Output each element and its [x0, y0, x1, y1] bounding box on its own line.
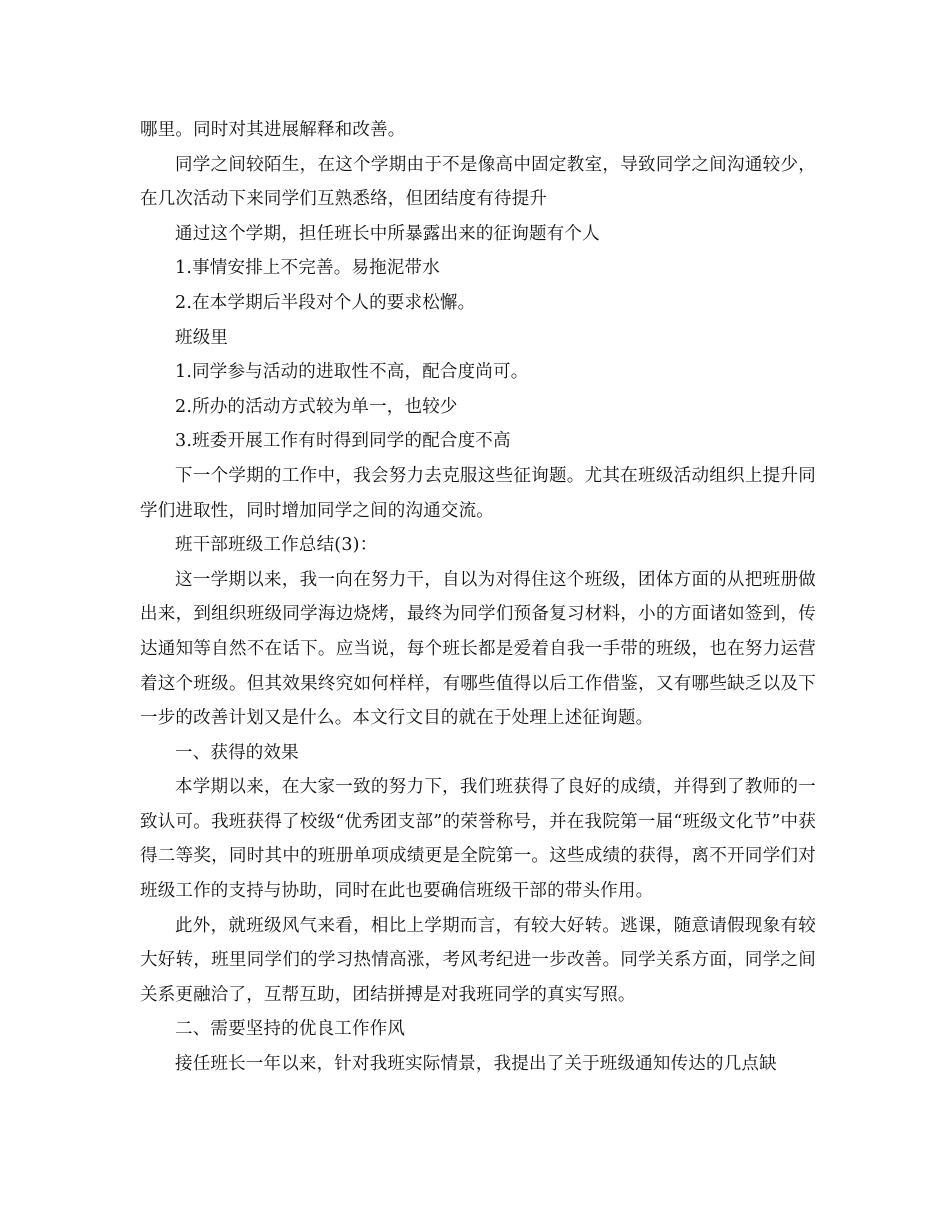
section-title-3: 班干部班级工作总结(3)： [175, 535, 378, 556]
paragraph-3: 通过这个学期，担任班长中所暴露出来的征询题有个人 [175, 223, 600, 244]
list-item-5: 3.班委开展工作有时得到同学的配合度不高 [175, 431, 511, 452]
paragraph-4: 下一个学期的工作中，我会努力去克服这些征询题。尤其在班级活动组织上提升同学们进取性，同时增加同学之间的沟通交流。 [140, 465, 816, 521]
list-item-4: 2.所办的活动方式较为单一，也较少 [175, 396, 458, 417]
heading-results: 一、获得的效果 [175, 742, 299, 763]
document-page [140, 113, 816, 1082]
list-item-1: 1.事情安排上不完善。易拖泥带水 [175, 258, 440, 279]
paragraph-6: 本学期以来，在大家一致的努力下，我们班获得了良好的成绩，并得到了教师的一致认可。我班获得了校级“优秀团支部”的荣誉称号，并在我院第一届“班级文化节”中获得二等奖，同时其中的班册单项成绩更是全院第一。这些成绩的获得，离不开同学们对班级工作的支持与协助，同时在此也要确信班级干部的带头作用。 [140, 777, 816, 902]
list-item-3: 1.同学参与活动的进取性不高，配合度尚可。 [175, 362, 529, 383]
paragraph-5: 这一学期以来，我一向在努力干，自以为对得住这个班级，团体方面的从把班册做出来，到组织班级同学海边烧烤，最终为同学们预备复习材料，小的方面诸如签到，传达通知等自然不在话下。应当说，每个班长都是爱着自我一手带的班级，也在努力运营着这个班级。但其效果终究如何样样，有哪些值得以后工作借鉴，又有哪些缺乏以及下一步的改善计划又是什么。本文行文目的就在于处理上述征询题。 [140, 569, 816, 729]
list-item-2: 2.在本学期后半段对个人的要求松懈。 [175, 292, 476, 313]
paragraph-2: 同学之间较陌生，在这个学期由于不是像高中固定教室，导致同学之间沟通较少，在几次活动下来同学们互熟悉络，但团结度有待提升 [140, 154, 816, 210]
paragraph-7: 此外，就班级风气来看，相比上学期而言，有较大好转。逃课，随意请假现象有较大好转，班里同学们的学习热情高涨，考风考纪进一步改善。同学关系方面，同学之间关系更融洽了，互帮互助，团结拼搏是对我班同学的真实写照。 [140, 915, 816, 1005]
subheading-class: 班级里 [175, 327, 229, 348]
paragraph-8: 接任班长一年以来，针对我班实际情景，我提出了关于班级通知传达的几点缺 [175, 1054, 777, 1075]
paragraph-1: 哪里。同时对其进展解释和改善。 [140, 120, 406, 140]
heading-work-style: 二、需要坚持的优良工作作风 [175, 1019, 406, 1040]
